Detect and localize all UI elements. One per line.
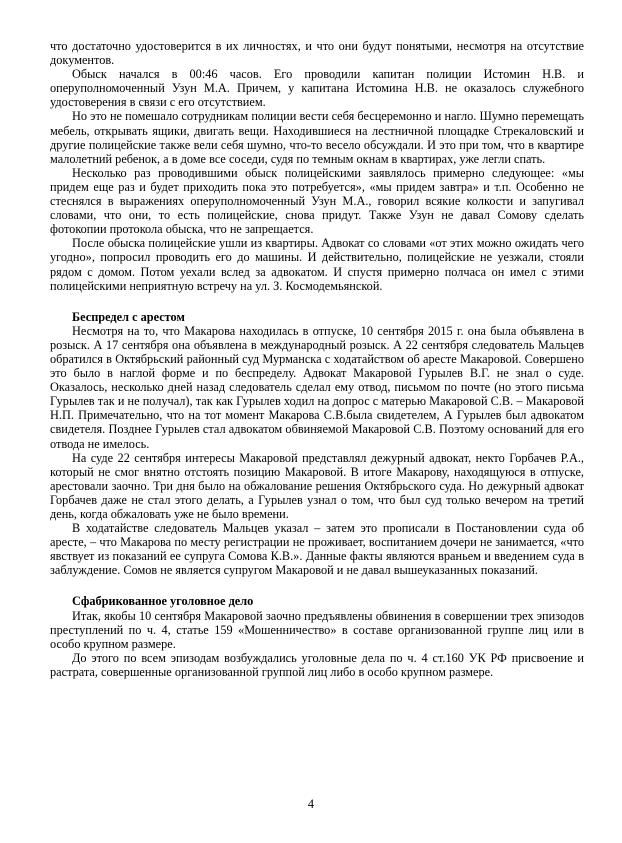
page-number: 4 <box>307 797 315 811</box>
section-heading-fabricated-case: Сфабрикованное уголовное дело <box>72 594 254 609</box>
paragraph: Но это не помешало сотрудникам полиции вести себя бесцеремонно и нагло. Шумно перемещать мебель, открывать ящики, двигать вещи. Находившиеся на лестничной площадке Стрекаловский и другие полицейские также вели себя шумно, что-то весело обсуждали. И это при том, что в квартире малолетний ребенок, а в доме все соседи, судя по темным окнам в квартирах, уже легли спать. <box>50 109 584 166</box>
paragraph: До этого по всем эпизодам возбуждались уголовные дела по ч. 4 ст.160 УК РФ присвоение и растрата, совершенные организованной группой лиц либо в особо крупном размере. <box>50 650 584 679</box>
document-body <box>50 39 584 679</box>
paragraph: Итак, якобы 10 сентября Макаровой заочно предъявлены обвинения в совершении трех эпизодов преступлений по ч. 4, статье 159 «Мошенничество» в составе организованной группе лиц или в особо крупном размере. <box>50 608 584 651</box>
paragraph: На суде 22 сентября интересы Макаровой представлял дежурный адвокат, некто Горбачев Р.А., который не смог внятно отстоять позицию Макаровой. В итоге Макарову, находящуюся в отпуске, арестовали заочно. Три дня было на обжалование решения Октябрьского суда. Но дежурный адвокат Горбачев даже не стал этого делать, а Гурылев узнал о том, что был суд только вечером на третий день, когда обжаловать уже не было времени. <box>50 450 584 521</box>
paragraph: Несмотря на то, что Макарова находилась в отпуске, 10 сентября 2015 г. она была объявлена в розыск. А 17 сентября она объявлена в международный розыск. А 22 сентября следователь Мальцев обратился в Октябрьский районный суд Мурманска с ходатайством об аресте Макаровой. Совершено это было в наглой форме и по беспределу. Адвокат Макаровой Гурылев В.Г. не знал о суде. Оказалось, несколько дней назад следователь сделал ему отвод, письмом по почте (но этого письма Гурылев так и не получал), так как Гурылев ходил на допрос с матерью Макаровой С.В. – Макаровой Н.П. Примечательно, что на тот момент Макарова С.В.была свидетелем, А Гурылев был адвокатом свидетеля. Позднее Гурылев стал адвокатом обвиняемой Макаровой С.В. Поэтому оснований для его отвода не имелось. <box>50 323 584 451</box>
paragraph: Несколько раз проводившими обыск полицейскими заявлялось примерно следующее: «мы придем еще раз и будет приходить пока это потребуется», «мы придем завтра» и т.п. Особенно не стеснялся в выражениях оперуполномоченный Узун М.А., говорил всякие колкости и запугивал словами, что они, то есть полицейские, снова придут. Также Узун не давал Сомову сделать фотокопии протокола обыска, что не запрещается. <box>50 165 584 237</box>
paragraph: что достаточно удостоверится в их личностях, и что они будут понятыми, несмотря на отсутствие документов. <box>50 39 584 68</box>
section-heading-arrest: Беспредел с арестом <box>72 309 185 324</box>
paragraph: После обыска полицейские ушли из квартиры. Адвокат со словами «от этих можно ожидать чего угодно», попросил проводить его до машины. И действительно, полицейские не уезжали, стояли рядом с домом. Потом уехали вслед за адвокатом. И спустя примерно полчаса он имел с этими полицейскими неприятную встречу на ул. З. Космодемьянской. <box>50 236 584 293</box>
paragraph: Обыск начался в 00:46 часов. Его проводили капитан полиции Истомин Н.В. и оперуполномоченный Узун М.А. Причем, у капитана Истомина Н.В. не оказалось служебного удостоверения в связи с его отсутствием. <box>50 67 584 110</box>
paragraph: В ходатайстве следователь Мальцев указал – затем это прописали в Постановлении суда об аресте, – что Макарова по месту регистрации не проживает, воспитанием дочери не занимается, «что явствует из показаний ее супруга Сомова К.В.». Данные факты являются враньем и введением суда в заблуждение. Сомов не является супругом Макаровой и не давал вышеуказанных показаний. <box>50 521 584 578</box>
